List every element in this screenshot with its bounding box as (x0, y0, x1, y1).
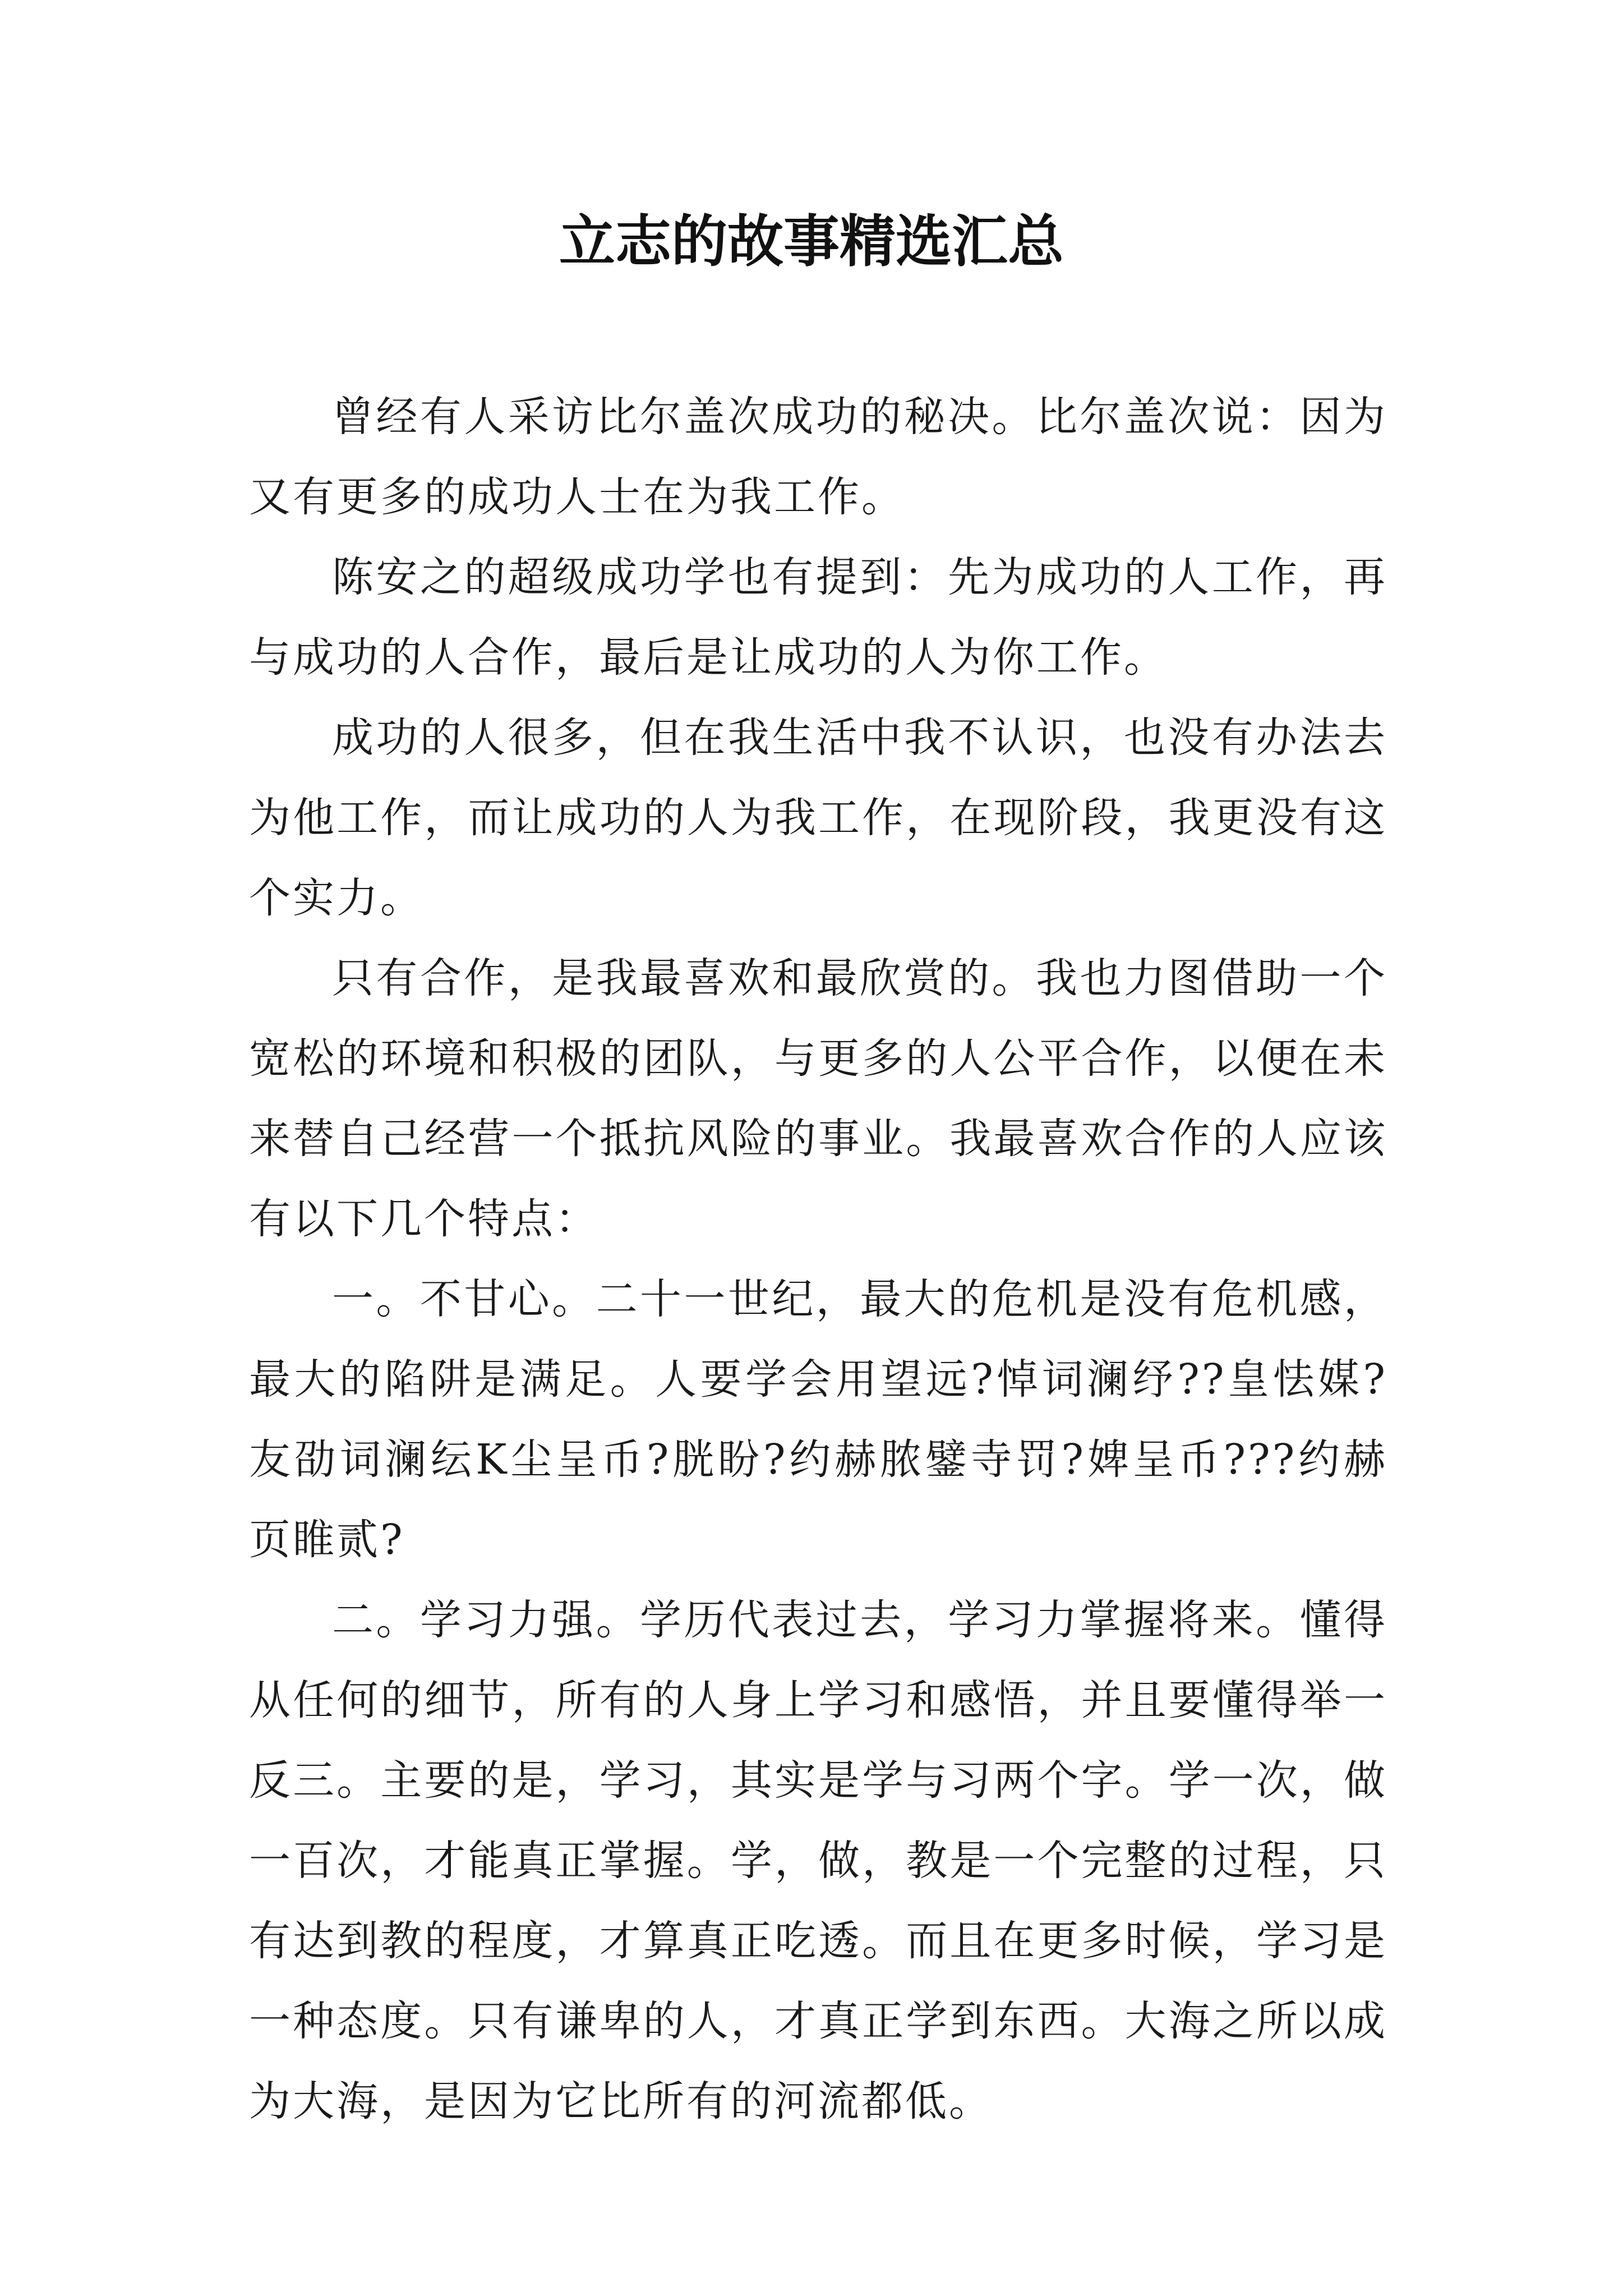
paragraph: 陈安之的超级成功学也有提到：先为成功的人工作，再与成功的人合作，最后是让成功的人为你工作。 (249, 553, 1387, 682)
document-body (249, 377, 1387, 2142)
document-title: 立志的故事精选汇总 (559, 208, 1064, 274)
paragraph: 曾经有人采访比尔盖次成功的秘决。比尔盖次说：因为又有更多的成功人士在为我工作。 (249, 393, 1387, 521)
paragraph: 只有合作，是我最喜欢和最欣赏的。我也力图借助一个宽松的环境和积极的团队，与更多的人公平合作，以便在未来替自己经营一个抵抗风险的事业。我最喜欢合作的人应该有以下几个特点： (249, 954, 1387, 1243)
paragraph: 二。学习力强。学历代表过去，学习力掌握将来。懂得从任何的细节，所有的人身上学习和感悟，并且要懂得举一反三。主要的是，学习，其实是学与习两个字。学一次，做一百次，才能真正掌握。学，做，教是一个完整的过程，只有达到教的程度，才算真正吃透。而且在更多时候，学习是一种态度。只有谦卑的人，才真正学到东西。大海之所以成为大海，是因为它比所有的河流都低。 (249, 1596, 1387, 2125)
paragraph: 一。不甘心。二十一世纪，最大的危机是没有危机感，最大的陷阱是满足。人要学会用望远?悼词澜纾??皇怯媒?友劭词澜纭K尘呈币?胱盼?约赫脓鐾寺罚?婢呈币???约赫页睢贰? (249, 1275, 1387, 1564)
paragraph: 成功的人很多，但在我生活中我不认识，也没有办法去为他工作，而让成功的人为我工作，在现阶段，我更没有这个实力。 (249, 714, 1387, 922)
